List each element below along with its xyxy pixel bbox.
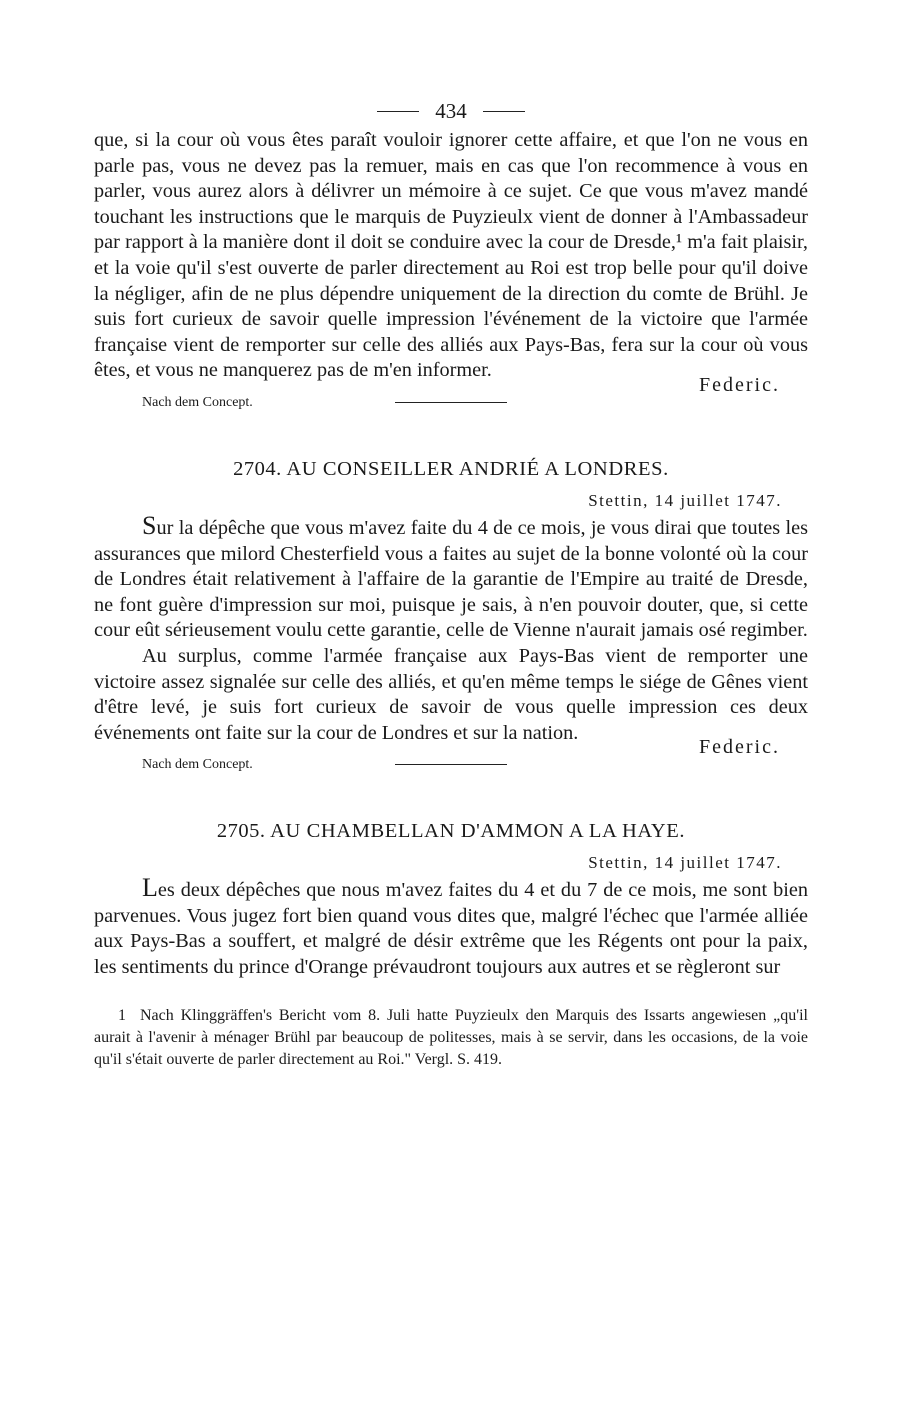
page-number-dash-right [483,111,525,112]
footnote-text: Nach Klinggräffen's Bericht vom 8. Juli hatte Puyzieulx den Marquis des Issarts angewiesen „qu'il aurait à l'avenir à ménager Brühl par beaucoup de politesses, mais à se servir, dans les occasions, de la voie qu'il s'était ouverte de parler directement au Roi." Vergl. S. 419. [94,1006,808,1068]
dateline: Stettin, 14 juillet 1747. [588,490,782,510]
dateline: Stettin, 14 juillet 1747. [588,853,782,873]
letter-heading [94,817,808,845]
page-number-header [94,96,808,126]
letter-title: AU CONSEILLER ANDRIÉ A LONDRES. [286,457,669,480]
letter-number: 2705. [216,820,266,843]
letter-number: 2704. [233,457,282,480]
footnote-area [94,1005,808,1071]
section-divider [395,402,507,403]
footnote [94,1005,808,1071]
letter-paragraph: Au surplus, comme l'armée française aux Pays-Bas vient de remporter une victoire assez signalée sur celle des alliés, et qu'en même temps le siége de Gênes vient d'être levé, je suis fort curieux de savoir de vous quelle impression ces deux événements ont faite sur la cour de Londres et sur la nation. [94,644,808,744]
source-note: Nach dem Concept. [142,394,253,410]
book-page [94,96,808,1071]
source-note: Nach dem Concept. [142,757,253,773]
letter-heading [94,455,808,483]
signature: Federic. [699,373,780,396]
footnote-marker: 1 [118,1006,126,1024]
page-number: 434 [435,99,467,123]
signature: Federic. [699,736,780,759]
page-number-dash-left [377,111,419,112]
letter-paragraph: Sur la dépêche que vous m'avez faite du 4 de ce mois, je vous dirai que toutes les assurances que milord Chesterfield vous a faites au sujet de la bonne volonté où la cour de Londres était relativement à l'affaire de la garantie de l'Empire au traité de Dresde, ne font guère d'impression sur moi, puisque je sais, à n'en pouvoir douter, que, si cette cour eût sérieusement voulu cette garantie, celle de Vienne n'aurait jamais osé regimber. [94,510,808,642]
letter-title: AU CHAMBELLAN D'AMMON A LA HAYE. [270,820,686,843]
letter-continuation-body: que, si la cour où vous êtes paraît vouloir ignorer cette affaire, et que l'on ne vous en parle pas, vous ne devez pas la remuer, mais en cas que l'on recommence à vous en parler, vous aurez alors à délivrer un mémoire à ce sujet. Ce que vous m'avez mandé touchant les instructions que le marquis de Puyzieulx vient de donner à l'Ambassadeur par rapport à la manière dont il doit se conduire avec la cour de Dresde,¹ m'a fait plaisir, et la voie qu'il s'est ouverte de parler directement au Roi est trop belle pour qu'il doive la négliger, afin de ne plus dépendre uniquement de la direction du comte de Brühl. Je suis fort curieux de savoir quelle impression l'événement de la victoire que l'armée française vient de remporter sur celle des alliés aux Pays-Bas, fera sur la cour où vous êtes, et vous ne manquerez pas de m'en informer. [94,129,808,382]
letter-paragraph: Les deux dépêches que nous m'avez faites du 4 et du 7 de ce mois, me sont bien parvenues. Vous jugez fort bien quand vous dites que, malgré l'échec que l'armée alliée aux Pays-Bas a souffert, et malgré de désir extrême que les Régents ont pour la paix, les sentiments du prince d'Orange prévaudront toujours aux autres et se règleront sur [94,873,808,979]
section-divider [395,764,507,765]
